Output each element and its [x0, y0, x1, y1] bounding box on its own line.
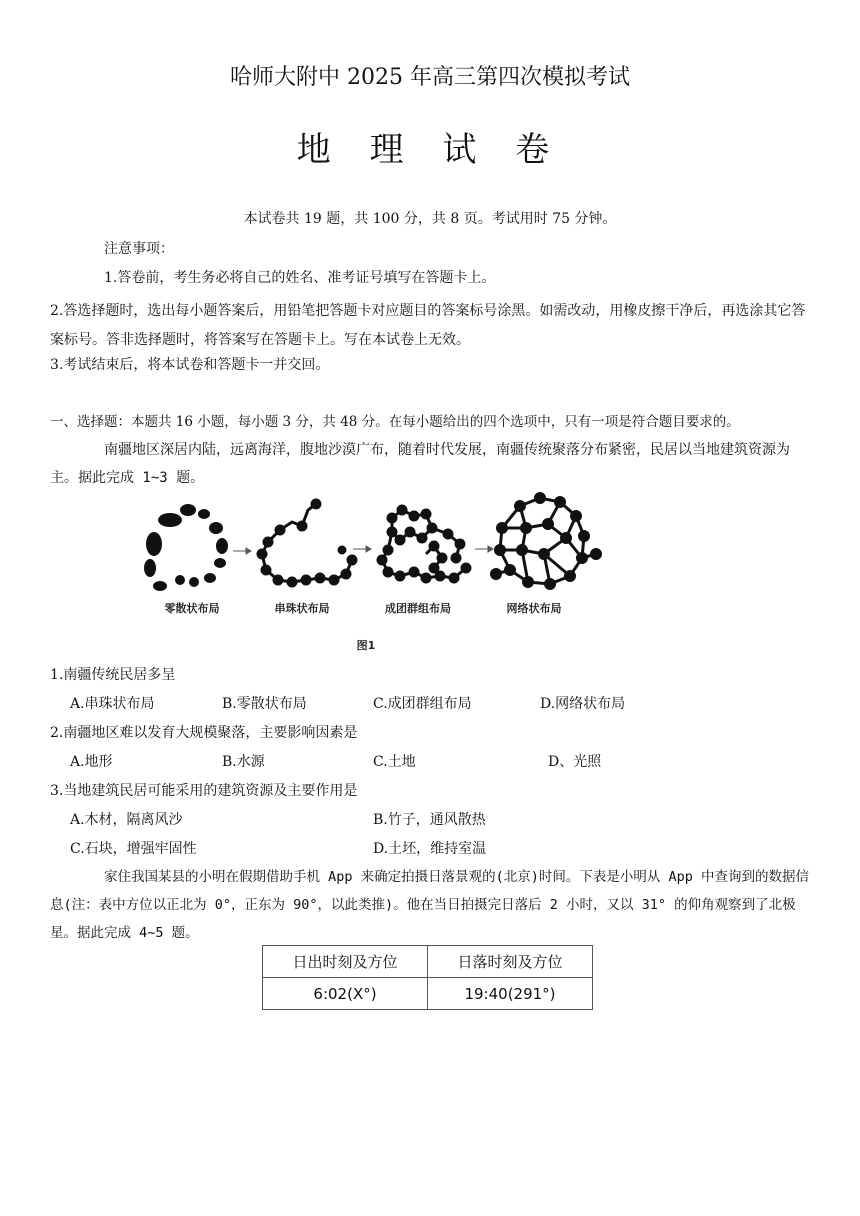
question-2-option-d[interactable]: D、光照 — [548, 754, 602, 770]
question-3-option-d[interactable]: D.土坯，维持室温 — [373, 841, 487, 857]
table-cell-sunset: 19:40(291°) — [428, 978, 593, 1010]
question-2-option-b[interactable]: B.水源 — [222, 754, 265, 770]
scattered-layout-shape — [144, 504, 228, 591]
clustered-layout-shape — [378, 506, 470, 582]
figure-caption: 图1 — [356, 639, 376, 652]
figure-label-scattered: 零散状布局 — [164, 602, 220, 615]
table-header-sunrise: 日出时刻及方位 — [263, 946, 428, 978]
question-3-option-a[interactable]: A.木材，隔离风沙 — [70, 812, 183, 828]
sun-data-table — [262, 945, 593, 1010]
table-cell-sunrise: 6:02(X°) — [263, 978, 428, 1010]
question-1-option-b[interactable]: B.零散状布局 — [222, 696, 307, 712]
question-2-option-a[interactable]: A.地形 — [70, 754, 113, 770]
question-1-stem: 1.南疆传统民居多呈 — [50, 667, 176, 683]
notice-item-1: 1.答卷前，考生务必将自己的姓名、准考证号填写在答题卡上。 — [104, 270, 496, 286]
question-3-option-c[interactable]: C.石块，增强牢固性 — [70, 841, 197, 857]
arrow-icon — [233, 546, 493, 554]
question-2-stem: 2.南疆地区难以发育大规模聚落，主要影响因素是 — [50, 725, 358, 741]
section-heading: 一、选择题：本题共 16 小题，每小题 3 分，共 48 分。在每小题给出的四个选项中，只有一项是符合题目要求的。 — [50, 414, 740, 430]
question-3-stem: 3.当地建筑民居可能采用的建筑资源及主要作用是 — [50, 783, 358, 799]
notice-item-3: 3.考试结束后，将本试卷和答题卡一并交回。 — [50, 357, 330, 373]
notice-item-2: 2.答选择题时，选出每小题答案后，用铅笔把答题卡对应题目的答案标号涂黑。如需改动，用橡皮擦干净后，再选涂其它答案标号。答非选择题时，将答案写在答题卡上。写在本试卷上无效。 — [50, 303, 806, 348]
exam-summary: 本试卷共 19 题，共 100 分，共 8 页。考试用时 75 分钟。 — [243, 211, 617, 227]
question-2-option-c[interactable]: C.土地 — [373, 754, 416, 770]
question-1-option-a[interactable]: A.串珠状布局 — [70, 696, 155, 712]
table-header-sunset: 日落时刻及方位 — [428, 946, 593, 978]
question-3-option-b[interactable]: B.竹子，通风散热 — [373, 812, 486, 828]
figure-label-network: 网络状布局 — [506, 602, 562, 615]
network-layout-shape — [492, 494, 601, 589]
question-1-option-d[interactable]: D.网络状布局 — [540, 696, 626, 712]
beaded-layout-shape — [258, 500, 356, 586]
settlement-layout-figure — [130, 488, 610, 658]
question-1-option-c[interactable]: C.成团群组布局 — [373, 696, 472, 712]
passage-2: 家住我国某县的小明在假期借助手机 App 来确定拍摄日落景观的(北京)时间。下表是小明从 App 中查询到的数据信息(注：表中方位以正北为 0°，正东为 90°，以此类推)。他在当日拍摄完日落后 2 小时，又以 31° 的仰角观察到了北极星。据此完成 4~5 题。 — [50, 869, 810, 941]
figure-label-beaded: 串珠状布局 — [274, 602, 330, 615]
school-title: 哈师大附中 2025 年高三第四次模拟考试 — [230, 65, 630, 90]
notice-label: 注意事项： — [104, 241, 174, 257]
figure-label-clustered: 成团群组布局 — [385, 602, 451, 615]
subject-title: 地 理 试 卷 — [296, 130, 564, 170]
passage-1: 南疆地区深居内陆，远离海洋，腹地沙漠广布，随着时代发展，南疆传统聚落分布紧密，民居以当地建筑资源为主。据此完成 1~3 题。 — [50, 442, 790, 486]
